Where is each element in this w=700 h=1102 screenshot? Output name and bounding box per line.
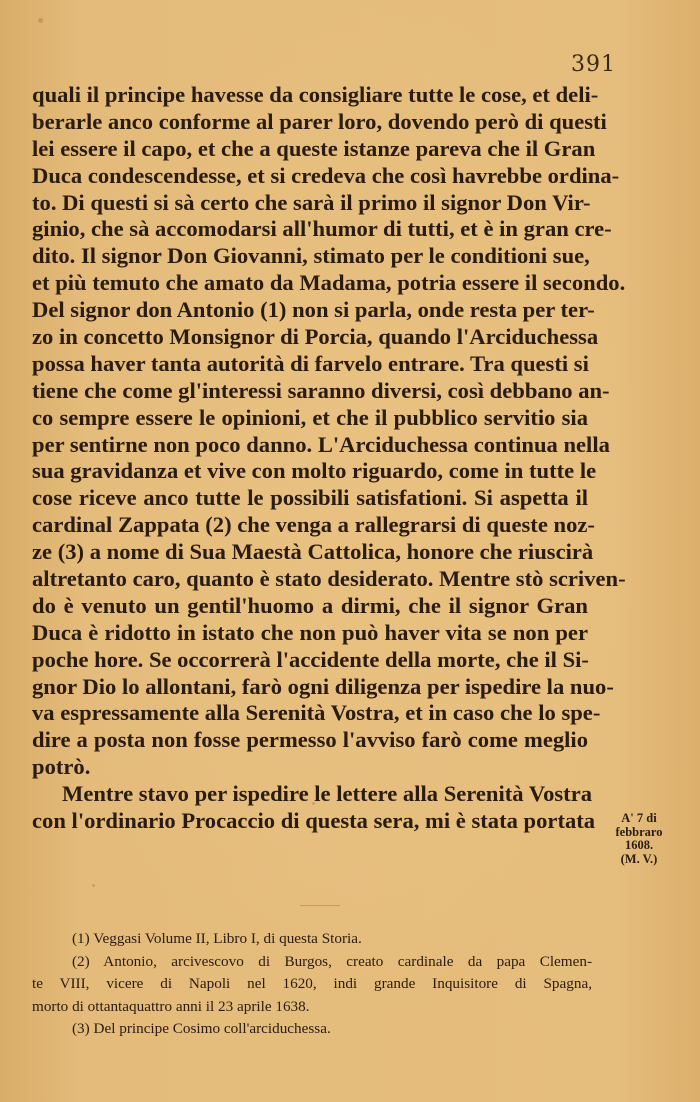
text-line: quali il principe havesse da consigliare tutte le cose, et deli- xyxy=(32,82,599,107)
paragraph-start-line: Mentre stavo per ispedire le lettere alla Serenità Vostra xyxy=(62,781,593,807)
text-line: Duca è ridotto in istato che non può haver vita se non per xyxy=(32,619,588,645)
text-line: con l'ordinario Procaccio di questa sera, mi è stata portata xyxy=(32,808,596,834)
text-line: cose riceve anco tutte le possibili satisfationi. Si aspetta il xyxy=(32,485,588,511)
margin-note-line: febbraro xyxy=(615,824,663,839)
text-line: dire a posta non fosse permesso l'avviso farò come meglio xyxy=(32,727,588,753)
text-line: possa haver tanta autorità di farvelo entrare. Tra questi si xyxy=(32,350,589,376)
text-line: berarle anco conforme al parer loro, dovendo però di questi xyxy=(32,108,607,134)
footnote-1: (1) Veggasi Volume II, Libro I, di questa Storia. xyxy=(72,930,362,947)
text-line: zo in concetto Monsignor di Porcia, quando l'Arciduchessa xyxy=(32,324,599,350)
text-line: cardinal Zappata (2) che venga a rallegrarsi di queste noz- xyxy=(32,512,595,538)
text-line: Del signor don Antonio (1) non si parla, onde resta per ter- xyxy=(32,297,595,323)
text-line: tiene che come gl'interessi saranno diversi, così debbano an- xyxy=(32,377,610,403)
footnote-2-continued: morto di ottantaquattro anni il 23 aprile 1638. xyxy=(32,997,310,1015)
text-line: lei essere il capo, et che a queste istanze pareva che il Gran xyxy=(32,135,596,161)
text-line: va espressamente alla Serenità Vostra, et in caso che lo spe- xyxy=(32,700,601,726)
text-line: do è venuto un gentil'huomo a dirmi, che il signor Gran xyxy=(32,592,588,618)
text-line: dito. Il signor Don Giovanni, stimato per le conditioni sue, xyxy=(32,243,590,269)
footnotes xyxy=(32,928,592,1041)
margin-note-line: 1608. xyxy=(624,838,654,852)
margin-note-line: (M. V.) xyxy=(620,851,658,866)
footnote-divider xyxy=(300,905,340,906)
margin-note-line: A' 7 di xyxy=(621,811,657,825)
paper-stain xyxy=(38,18,43,23)
text-line: Duca condescendesse, et si credeva che così havrebbe ordina- xyxy=(32,162,620,188)
text-line: co sempre essere le opinioni, et che il pubblico servitio sia xyxy=(32,404,588,430)
text-line: gnor Dio lo allontani, farò ogni diligenza per ispedire la nuo- xyxy=(32,673,614,699)
text-line: sua gravidanza et vive con molto riguardo, come in tutte le xyxy=(32,458,597,484)
text-line: per sentirne non poco danno. L'Arciduchessa continua nella xyxy=(32,431,610,457)
text-line: poche hore. Se occorrerà l'accidente della morte, che il Si- xyxy=(32,646,589,672)
text-line: ginio, che sà accomodarsi all'humor di tutti, et è in gran cre- xyxy=(32,216,612,242)
text-line: ze (3) a nome di Sua Maestà Cattolica, honore che riuscirà xyxy=(32,539,594,565)
margin-date-note xyxy=(604,812,674,866)
footnote-2-continued: te VIII, vicere di Napoli nel 1620, indi grande Inquisitore di Spagna, xyxy=(32,975,592,992)
text-line: altretanto caro, quanto è stato desiderato. Mentre stò scriven- xyxy=(32,566,626,592)
footnote-3: (3) Del principe Cosimo coll'arciduchessa. xyxy=(72,1020,331,1037)
text-line: potrò. xyxy=(32,754,91,780)
text-line: to. Di questi si sà certo che sarà il primo il signor Don Vir- xyxy=(32,189,591,215)
main-text xyxy=(32,82,626,835)
paper-stain xyxy=(92,884,95,887)
text-line: et più temuto che amato da Madama, potria essere il secondo. xyxy=(32,270,626,296)
footnote-2: (2) Antonio, arcivescovo di Burgos, creato cardinale da papa Clemen- xyxy=(72,952,592,970)
page-number: 391 xyxy=(571,52,616,77)
